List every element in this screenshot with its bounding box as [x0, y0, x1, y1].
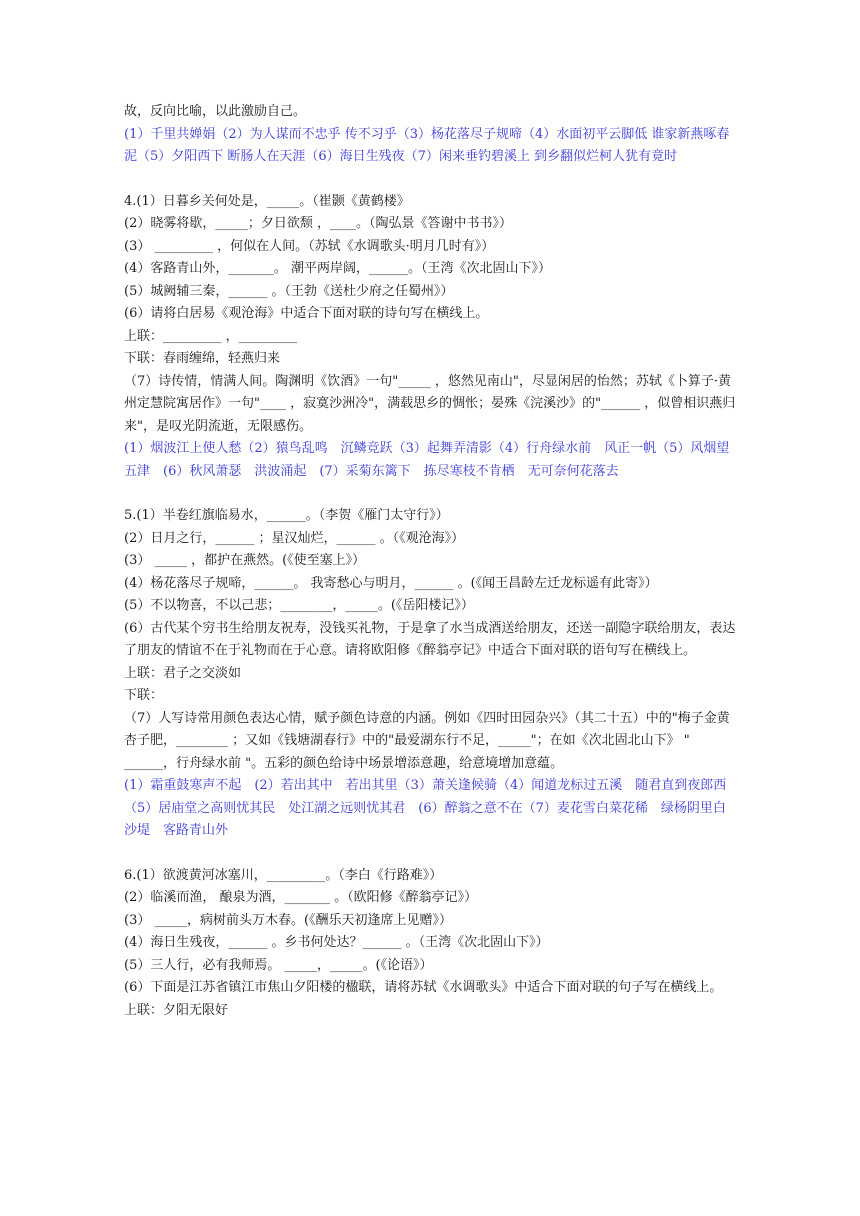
q5-line: (2）日月之行，______ ；星汉灿烂，______ 。（《观沧海》） — [124, 530, 465, 546]
q4-line: (4）客路青山外，_______。 潮平两岸阔，______。（王湾《次北固山下》） — [124, 261, 551, 276]
q4-line: (2）晓雾将歇，_____；夕日欲颓 ，____。（陶弘景《答谢中书书》） — [124, 216, 512, 231]
q5-line: 5.(1）半卷红旗临易水，______。（李贺《雁门太守行》） — [124, 508, 449, 523]
q4-line: 4.(1）日暮乡关何处是，_____。（崔颢《黄鹤楼》 — [124, 193, 410, 209]
q4-line: 下联：春雨缠绵，轻燕归来 — [124, 351, 281, 366]
q6-line: (5）三人行，必有我师焉。 _____，_____。(《论语》） — [124, 957, 433, 973]
q6-line: (2）临溪而渔， 酿泉为酒，_______ 。（欧阳修《醉翁亭记》） — [124, 890, 478, 905]
answers-block-3: (1）千里共婵娟（2）为人谋而不忠乎 传不习乎（3）杨花落尽子规啼（4）水面初平云脚低 谁家新燕啄春泥（5）夕阳西下 断肠人在天涯（6）海日生残夜（7）闲来垂钓碧溪上 到乡翻似烂柯人犹有竟时 — [124, 126, 730, 164]
q5-line: (3） _____ ，都护在燕然。(《使至塞上》） — [124, 553, 366, 568]
answers-block-4: (1）烟波江上使人愁（2）猿鸟乱鸣 沉鳞竞跃（3）起舞弄清影（4）行舟绿水前 风正一帆（5）风烟望五津 (6）秋风萧瑟 洪波涌起 (7）采菊东篱下 拣尽寒枝不肯栖 无可奈何花落去 — [124, 441, 730, 479]
answers-block-5: (1）霜重鼓寒声不起 (2）若出其中 若出其里（3）萧关逢候骑（4）闻道龙标过五溪 随君直到夜郎西（5）居庙堂之高则忧其民 处江湖之远则忧其君 (6）醉翁之意不在（7）麦花雪白菜花稀 绿杨阴里白沙堤 客路青山外 — [124, 778, 727, 838]
q6-paragraph-6: (6）下面是江苏省镇江市焦山夕阳楼的楹联，请将苏轼《水调歌头》中适合下面对联的句子写在横线上。 — [124, 980, 723, 995]
q4-line: (6）请将白居易《观沧海》中适合下面对联的诗句写在横线上。 — [124, 306, 489, 321]
q6-line: 6.(1）欲渡黄河冰塞川，_________。（李白《行路难》） — [124, 867, 443, 883]
q6-line: (3） _____，病树前头万木春。(《酬乐天初逢席上见赠》） — [124, 912, 453, 928]
q5-line: (4）杨花落尽子规啼，______。 我寄愁心与明月，______ 。(《闻王昌龄左迁龙标遥有此寄》） — [124, 575, 658, 591]
q5-line: 上联：君子之交淡如 — [124, 665, 242, 681]
question-6 — [124, 865, 736, 1023]
q5-line: (5）不以物喜，不以己悲；________，_____。(《岳阳楼记》） — [124, 598, 474, 613]
question-5 — [124, 505, 736, 843]
q6-line: (4）海日生残夜，______ 。乡书何处达？______ 。（王湾《次北固山下》） — [124, 935, 549, 950]
q4-paragraph-7: （7）诗传情，情满人间。陶渊明《饮酒》一句"_____ ，悠然见南山"，尽显闲居的怡然；苏轼《卜算子·黄州定慧院寓居作》一句"____ ，寂寞沙洲冷"，满载思乡的惆怅；晏殊《浣溪沙》的"______ ，似曾相识燕归来"，是叹光阴流逝，无限感伤。 — [124, 373, 736, 434]
question-4 — [124, 191, 736, 484]
q5-line: 下联： — [124, 688, 164, 703]
q4-line: 上联：_________ ，_________ — [124, 328, 298, 344]
q4-line: (3） _________ ，何似在人间。（苏轼《水调歌头·明月几时有》） — [124, 238, 495, 254]
q4-line: (5）城阙辅三秦，______ 。（王勃《送杜少府之任蜀州》） — [124, 283, 454, 299]
q5-paragraph-6: (6）古代某个穷书生给朋友祝寿，没钱买礼物，于是拿了水当成酒送给朋友，还送一副隐字联给朋友，表达了朋友的情谊不在于礼物而在于心意。请将欧阳修《醉翁亭记》中适合下面对联的语句写在横线上。 — [124, 620, 736, 658]
q6-line: 上联：夕阳无限好 — [124, 1002, 229, 1018]
q5-paragraph-7: （7）人写诗常用颜色表达心情，赋予颜色诗意的内涵。例如《四时田园杂兴》（其二十五）中的"梅子金黄杏子肥，________ ；又如《钱塘湖春行》中的"最爱湖东行不足，_____"；在如《次北固北山下》 " ______，行舟绿水前 "。五彩的颜色给诗中场景增添意趣，给意境增加意蕴。 — [124, 710, 730, 771]
document-page — [124, 101, 736, 1022]
intro-text: 故，反向比喻，以此激励自己。 — [124, 104, 307, 119]
